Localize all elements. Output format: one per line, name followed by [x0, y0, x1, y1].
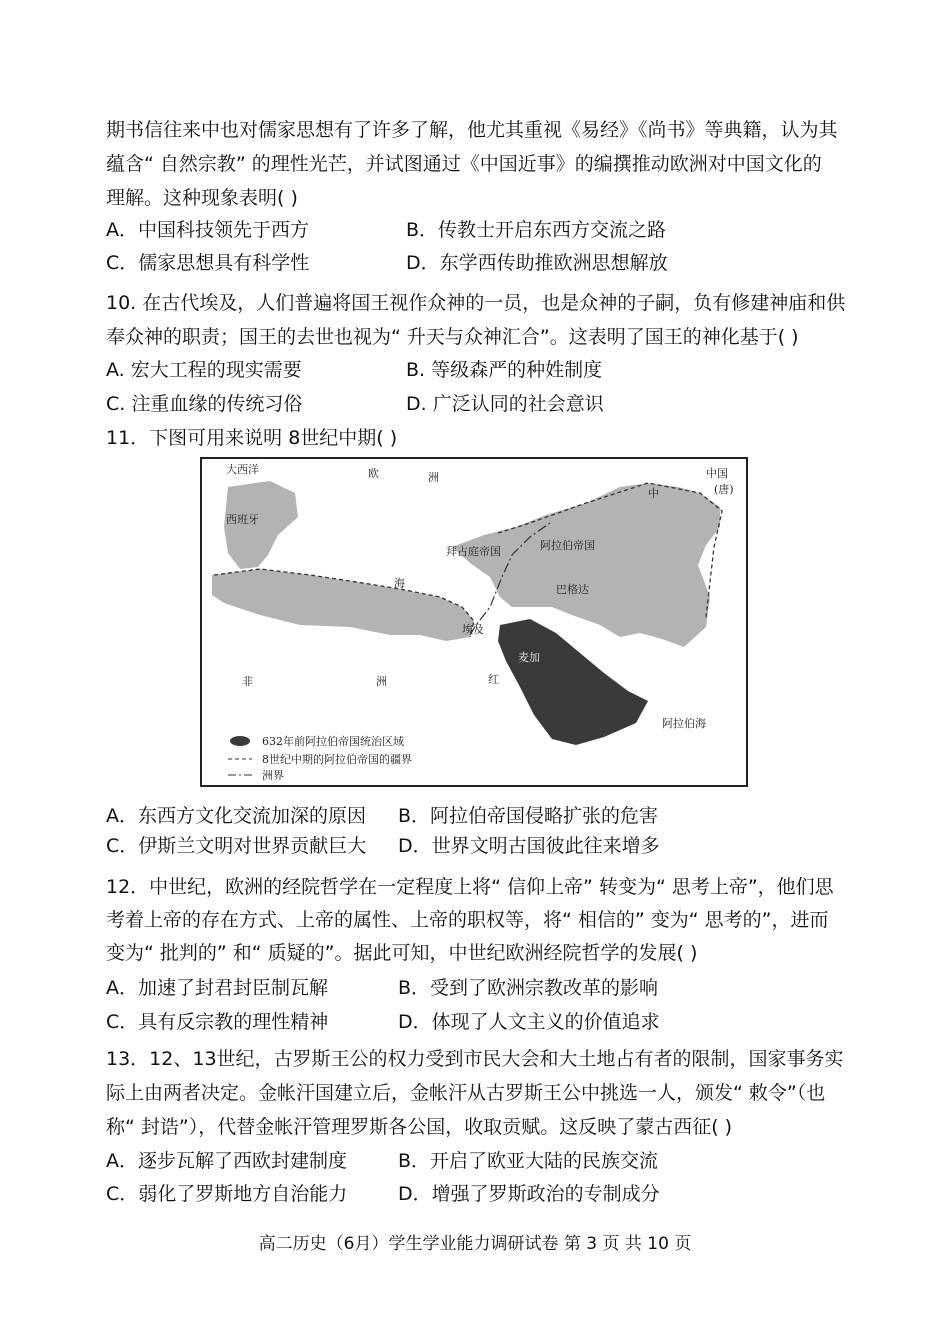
label-sea-1: 海 [394, 577, 405, 590]
q13-option-b: B．开启了欧亚大陆的民族交流 [398, 1150, 659, 1172]
label-sea-2: 红 [488, 673, 499, 686]
q13-option-a: A．逐步瓦解了西欧封建制度 [106, 1150, 347, 1172]
label-tang: (唐) [714, 483, 734, 496]
q9-option-a: A．中国科技领先于西方 [106, 219, 309, 241]
arab-empire-map [200, 457, 748, 787]
q12-option-c: C．具有反宗教的理性精神 [106, 1011, 329, 1033]
label-arabian-sea: 阿拉伯海 [662, 717, 706, 730]
page-footer: 高二历史（6月）学生学业能力调研试卷 第 3 页 共 10 页 [258, 1234, 692, 1254]
q9-line-3: 理解。这种现象表明( ) [106, 187, 298, 209]
q12-line-2: 考着上帝的存在方式、上帝的属性、上帝的职权等，将“ 相信的” 变为“ 思考的”，进而 [106, 909, 829, 931]
q10-option-a: A. 宏大工程的现实需要 [106, 359, 302, 381]
q11-option-a: A．东西方文化交流加深的原因 [106, 805, 366, 827]
label-china: 中国 [706, 467, 728, 480]
label-byzantine: 拜占庭帝国 [446, 545, 501, 558]
q12-option-a: A．加速了封君封臣制瓦解 [106, 977, 328, 999]
label-egypt: 埃及 [462, 623, 484, 636]
q11-option-c: C．伊斯兰文明对世界贡献巨大 [106, 835, 367, 857]
q10-option-c: C. 注重血缘的传统习俗 [106, 393, 303, 415]
label-baghdad: 巴格达 [556, 583, 589, 596]
q10-option-b: B. 等级森严的种姓制度 [406, 359, 603, 381]
q12-line-1: 12．中世纪，欧洲的经院哲学在一定程度上将“ 信仰上帝” 转变为“ 思考上帝”，他们思 [106, 876, 834, 898]
legend-continent-text: 洲界 [262, 769, 284, 782]
label-africa-2: 洲 [376, 675, 387, 688]
q9-line-1: 期书信往来中也对儒家思想有了许多了解，他尤其重视《易经》《尚书》等典籍，认为其 [106, 119, 838, 141]
q9-option-c: C．儒家思想具有科学性 [106, 252, 310, 274]
q12-line-3: 变为“ 批判的” 和“ 质疑的”。据此可知，中世纪欧洲经院哲学的发展( ) [106, 942, 698, 964]
q13-line-2: 际上由两者决定。金帐汗国建立后，金帐汗从古罗斯王公中挑选一人，颁发“ 敕令”（也 [106, 1082, 826, 1104]
q10-line-1: 10. 在古代埃及，人们普遍将国王视作众神的一员，也是众神的子嗣，负有修建神庙和供 [106, 292, 846, 314]
q13-option-d: D．增强了罗斯政治的专制成分 [398, 1183, 660, 1205]
q11-option-b: B．阿拉伯帝国侵略扩张的危害 [398, 805, 659, 827]
legend-core-text: 632年前阿拉伯帝国统治区域 [262, 735, 404, 748]
legend-core-swatch [230, 736, 250, 746]
q11-option-d: D．世界文明古国彼此往来增多 [398, 835, 660, 857]
q10-line-2: 奉众神的职责；国王的去世也视为“ 升天与众神汇合”。这表明了国王的神化基于( ) [106, 326, 799, 348]
q13-line-3: 称“ 封诰”），代替金帐汗管理罗斯各公国，收取贡赋。这反映了蒙古西征( ) [106, 1116, 733, 1138]
q13-option-c: C．弱化了罗斯地方自治能力 [106, 1183, 348, 1205]
q9-line-2: 蕴含“ 自然宗教” 的理性光芒，并试图通过《中国近事》的编撰推动欧洲对中国文化的 [106, 153, 822, 175]
q9-option-d: D．东学西传助推欧洲思想解放 [406, 252, 668, 274]
label-europe-2: 洲 [428, 471, 439, 484]
label-europe-1: 欧 [368, 467, 379, 480]
legend-border-text: 8世纪中期的阿拉伯帝国的疆界 [262, 753, 412, 766]
q11-stem: 11．下图可用来说明 8世纪中期( ) [106, 427, 398, 449]
label-africa-1: 非 [242, 675, 253, 688]
q12-option-b: B．受到了欧洲宗教改革的影响 [398, 977, 659, 999]
label-atlantic: 大西洋 [226, 463, 259, 476]
label-spain: 西班牙 [226, 513, 259, 526]
q9-option-b: B．传教士开启东西方交流之路 [406, 219, 667, 241]
label-china-region: 中 [648, 487, 659, 500]
label-abbasid: 阿拉伯帝国 [540, 539, 595, 552]
q13-line-1: 13．12、13世纪，古罗斯王公的权力受到市民大会和大土地占有者的限制，国家事务实 [106, 1048, 844, 1070]
label-mecca: 麦加 [518, 651, 540, 664]
q10-option-d: D. 广泛认同的社会意识 [406, 393, 604, 415]
q12-option-d: D．体现了人文主义的价值追求 [398, 1011, 660, 1033]
